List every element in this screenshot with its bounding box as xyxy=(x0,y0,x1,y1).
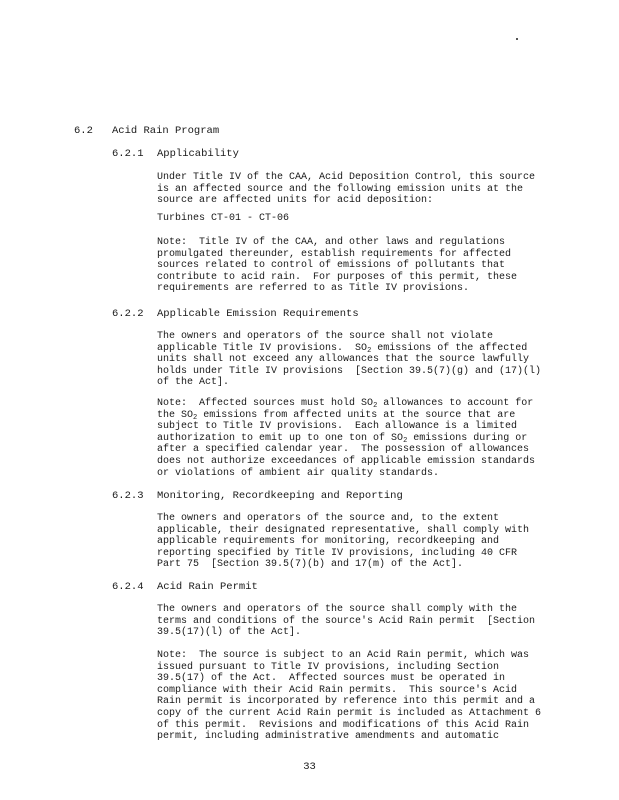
subsection-number: 6.2.2 xyxy=(112,308,144,320)
note-paragraph: Note: The source is subject to an Acid Rain permit, which was issued pursuant to Title IV provisions, including Section 39.5(17) of the Act. Affected sources must be operated in compliance with their Acid Rain permits. This source's Acid Rain permit is incorporated by reference into this permit and a copy of the current Acid Rain permit is included as Attachment 6 of this permit. Revisions and modifications of this Acid Rain permit, including administrative amendments and automatic xyxy=(157,650,542,743)
scan-speck xyxy=(516,38,518,40)
subsection-number: 6.2.3 xyxy=(112,490,144,502)
section-number: 6.2 xyxy=(74,125,93,137)
subsection-number: 6.2.1 xyxy=(112,148,144,160)
section-title: Acid Rain Program xyxy=(112,125,220,137)
paragraph: Turbines CT-01 - CT-06 xyxy=(157,213,290,224)
subsection-title: Acid Rain Permit xyxy=(157,581,258,593)
subsection-title: Monitoring, Recordkeeping and Reporting xyxy=(157,490,403,502)
paragraph: The owners and operators of the source and, to the extent applicable, their designated representative, shall comply with applicable requirements for monitoring, recordkeeping and reporting specified by Title IV provisions, including 40 CFR Part 75 [Section 39.5(7)(b) and 17(m) of the Act]. xyxy=(157,513,530,571)
subsection-title: Applicable Emission Requirements xyxy=(157,308,359,320)
note-paragraph: Note: Affected sources must hold $SO_2$ allowances to account for the $SO_2$ emissions from affected units at the source that are subject to Title IV provisions. Each allowance is a limited authorization to emit up to one ton of $SO_2$ emissions during or after a specified calendar year. The possession of allowances does not authorize exceedances of applicable emission standards or violations of ambient air quality standards. xyxy=(157,398,536,479)
subsection-number: 6.2.4 xyxy=(112,581,144,593)
paragraph: The owners and operators of the source shall not violate applicable Title IV provisions. $SO_2$ emissions of the affected units shall not exceed any allowances that the source lawfully holds under Title IV provisions [Section 39.5(7)(g) and (17)(l) of the Act]. xyxy=(157,331,542,389)
paragraph: The owners and operators of the source shall comply with the terms and conditions of the source's Acid Rain permit [Section 39.5(17)(l) of the Act]. xyxy=(157,604,536,639)
paragraph: Under Title IV of the CAA, Acid Deposition Control, this source is an affected source and the following emission units at the source are affected units for acid deposition: xyxy=(157,172,536,207)
note-paragraph: Note: Title IV of the CAA, and other laws and regulations promulgated thereunder, establish requirements for affected sources related to control of emissions of pollutants that contribute to acid rain. For purposes of this permit, these requirements are referred to as Title IV provisions. xyxy=(157,237,518,295)
subsection-title: Applicability xyxy=(157,148,239,160)
page-number: 33 xyxy=(303,761,316,773)
